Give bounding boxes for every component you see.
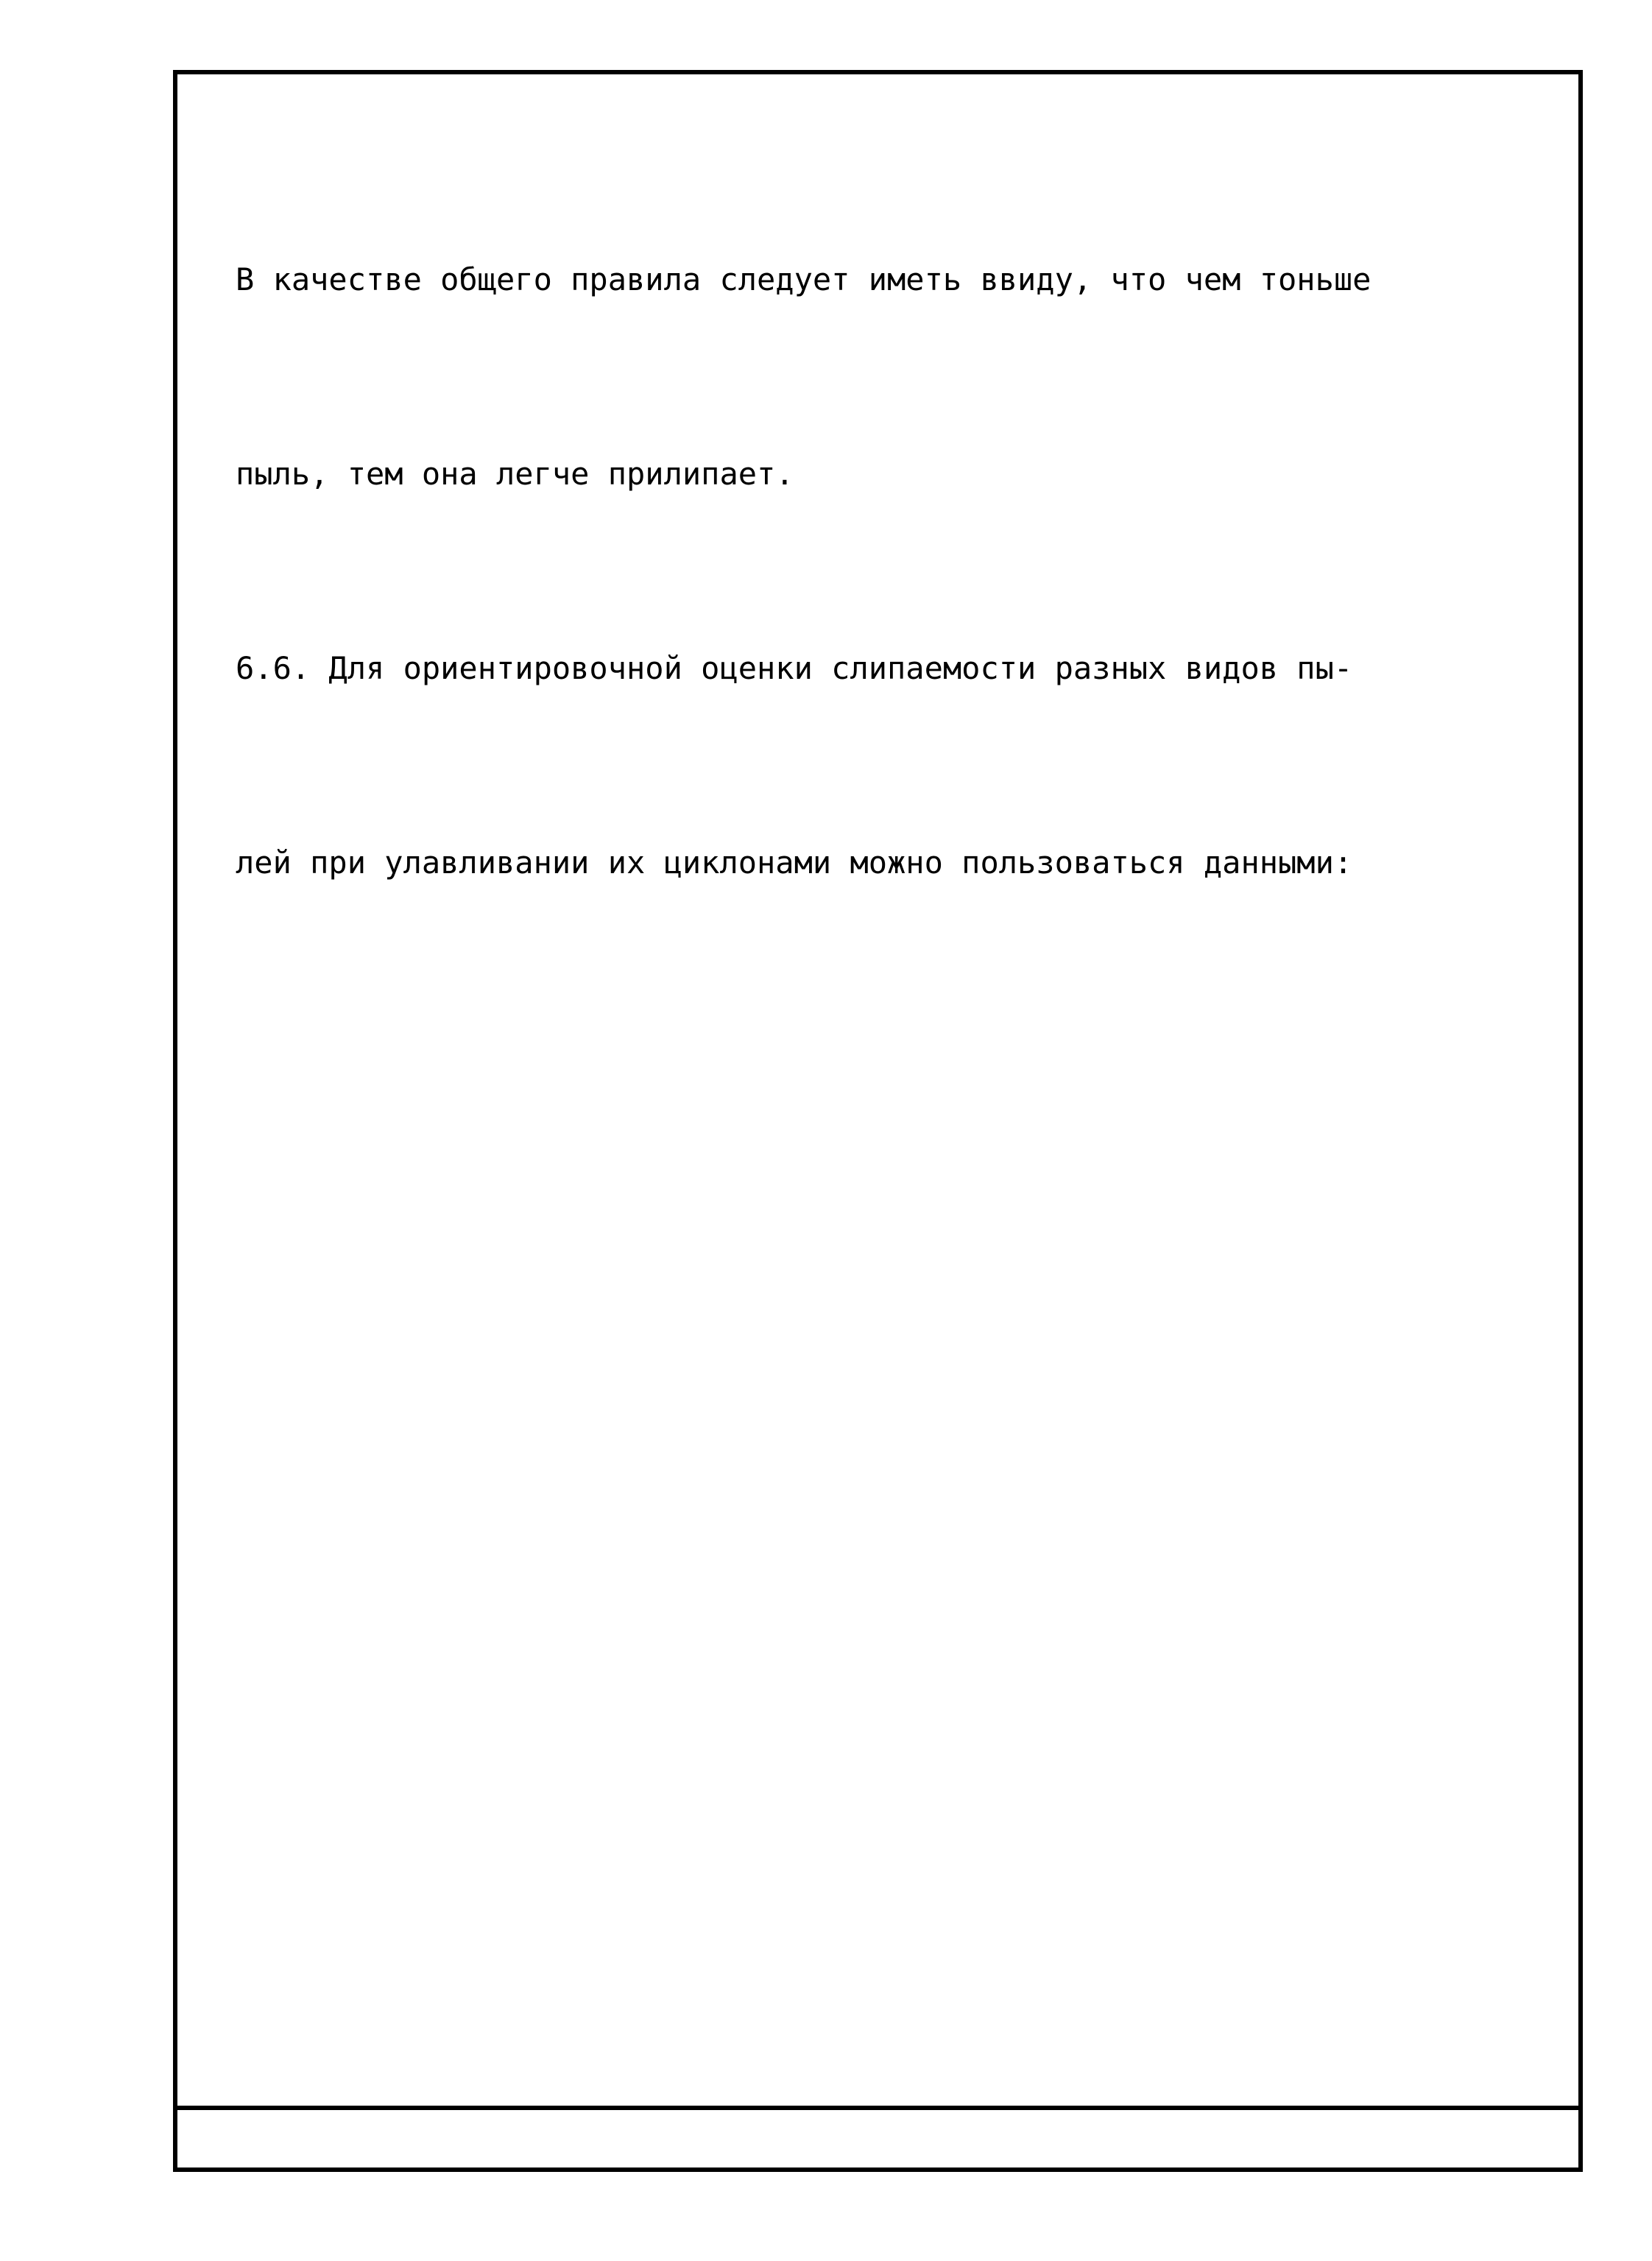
text-line: пыль, тем она легче прилипает.	[236, 456, 794, 492]
text-line: лей при улавливании их циклонами можно пользоваться данными:	[236, 844, 1353, 881]
text-line: 6.6. Для ориентировочной оценки слипаемости разных видов пы-	[236, 650, 1353, 686]
text-line: В качестве общего правила следует иметь ввиду, что чем тоньше	[236, 261, 1372, 297]
title-block	[173, 2106, 1583, 2176]
body-text	[236, 118, 1546, 1025]
